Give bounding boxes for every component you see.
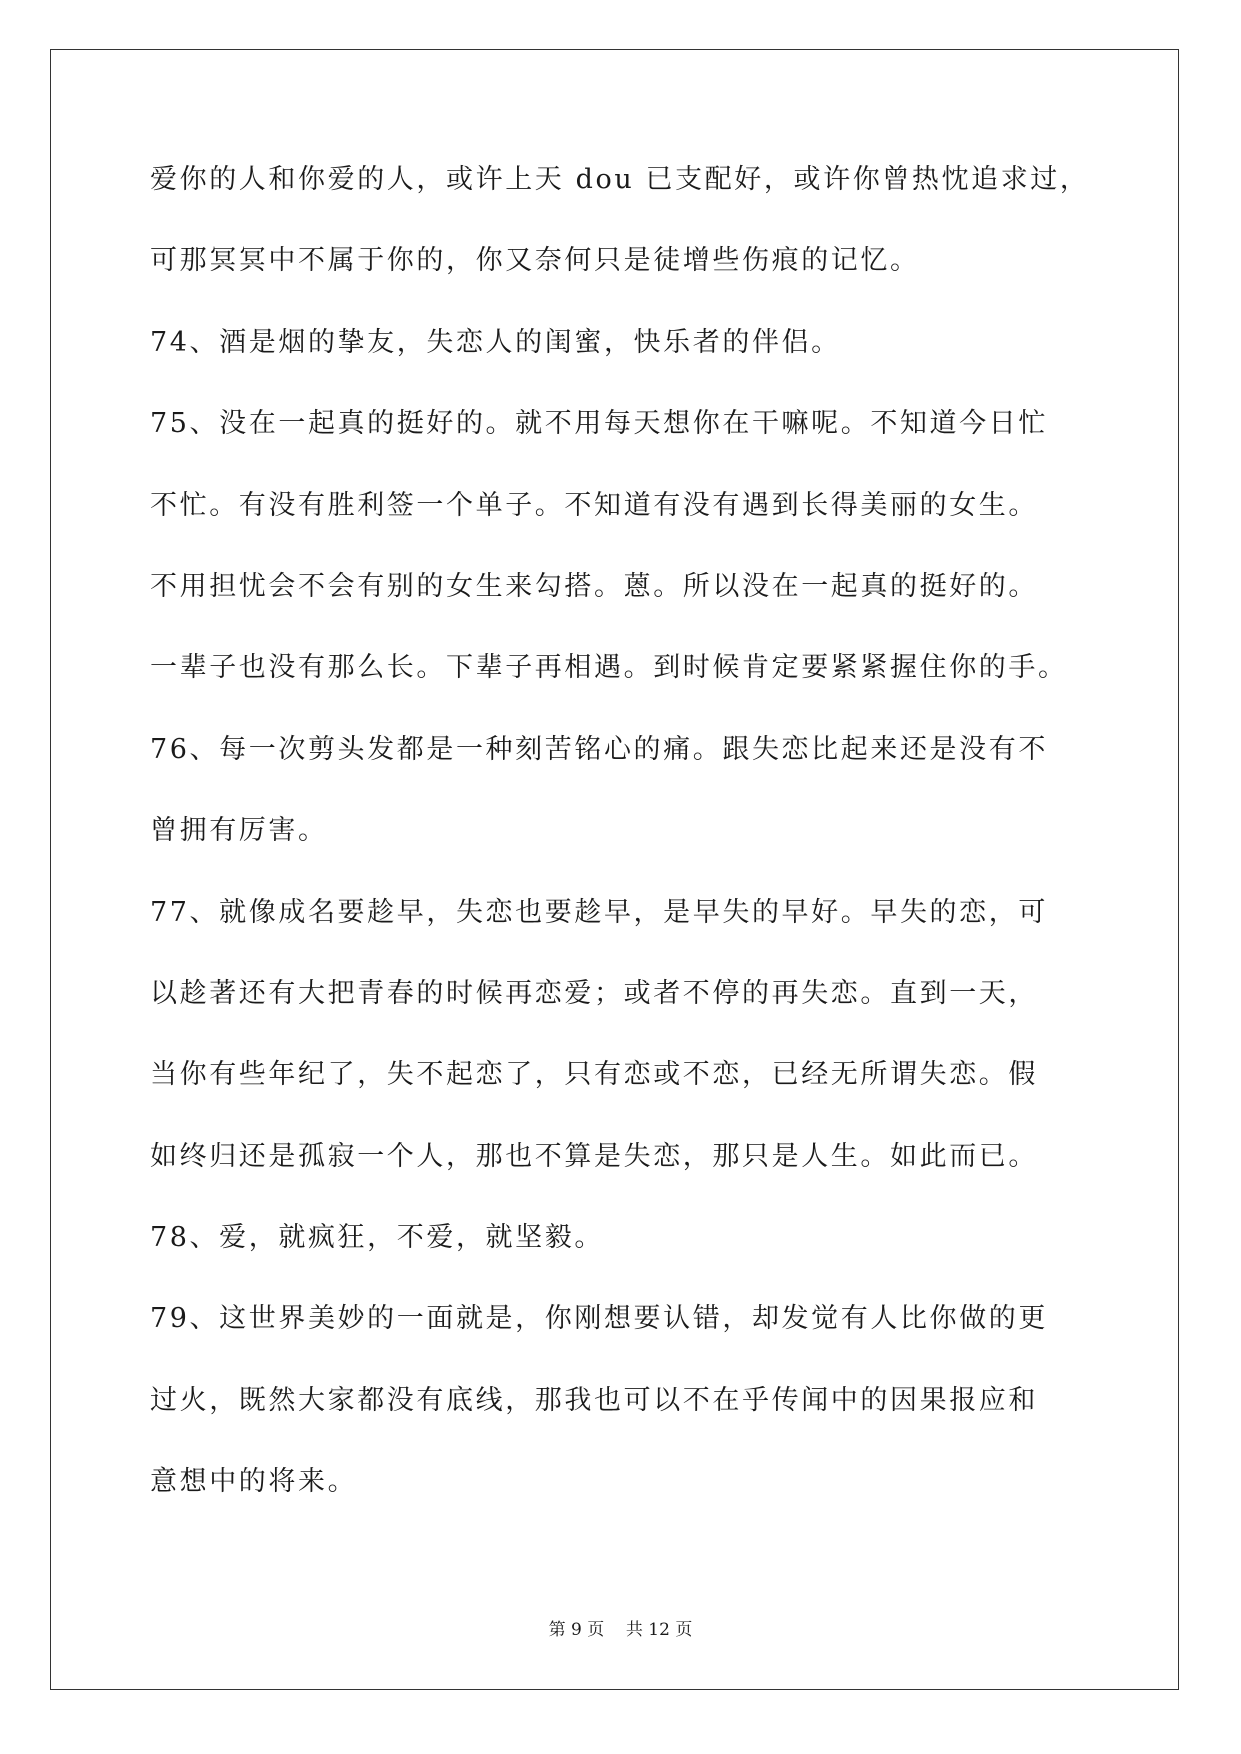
- text-line: 不用担忧会不会有别的女生来勾搭。蒽。所以没在一起真的挺好的。: [150, 570, 1038, 602]
- text-line: 79、这世界美妙的一面就是，你刚想要认错，却发觉有人比你做的更: [150, 1303, 1048, 1335]
- text-line: 75、没在一起真的挺好的。就不用每天想你在干嘛呢。不知道今日忙: [150, 408, 1048, 440]
- text-line: 74、酒是烟的挚友，失恋人的闺蜜，快乐者的伴侣。: [150, 326, 841, 358]
- document-body: [150, 163, 1110, 1547]
- text-line: 不忙。有没有胜利签一个单子。不知道有没有遇到长得美丽的女生。: [150, 489, 1038, 521]
- text-line: 当你有些年纪了，失不起恋了，只有恋或不恋，已经无所谓失恋。假: [150, 1059, 1038, 1091]
- text-line: 如终归还是孤寂一个人，那也不算是失恋，那只是人生。如此而已。: [150, 1140, 1038, 1172]
- text-line: 可那冥冥中不属于你的，你又奈何只是徒增些伤痕的记忆。: [150, 245, 920, 277]
- text-line: 77、就像成名要趁早，失恋也要趁早，是早失的早好。早失的恋，可: [150, 896, 1048, 928]
- text-line: 过火，既然大家都没有底线，那我也可以不在乎传闻中的因果报应和: [150, 1384, 1038, 1416]
- text-line: 78、爱，就疯狂，不爱，就坚毅。: [150, 1222, 604, 1254]
- text-line: 意想中的将来。: [150, 1466, 358, 1498]
- text-line: 一辈子也没有那么长。下辈子再相遇。到时候肯定要紧紧握住你的手。: [150, 652, 1068, 684]
- text-line: 以趁著还有大把青春的时候再恋爱；或者不停的再失恋。直到一天，: [150, 977, 1038, 1009]
- page-number: 第 9 页 共 12 页: [548, 1620, 693, 1640]
- text-line: 爱你的人和你爱的人，或许上天 dou 已支配好，或许你曾热忱追求过，: [150, 164, 1090, 195]
- text-line: 曾拥有厉害。: [150, 815, 328, 847]
- text-line: 76、每一次剪头发都是一种刻苦铭心的痛。跟失恋比起来还是没有不: [150, 733, 1048, 765]
